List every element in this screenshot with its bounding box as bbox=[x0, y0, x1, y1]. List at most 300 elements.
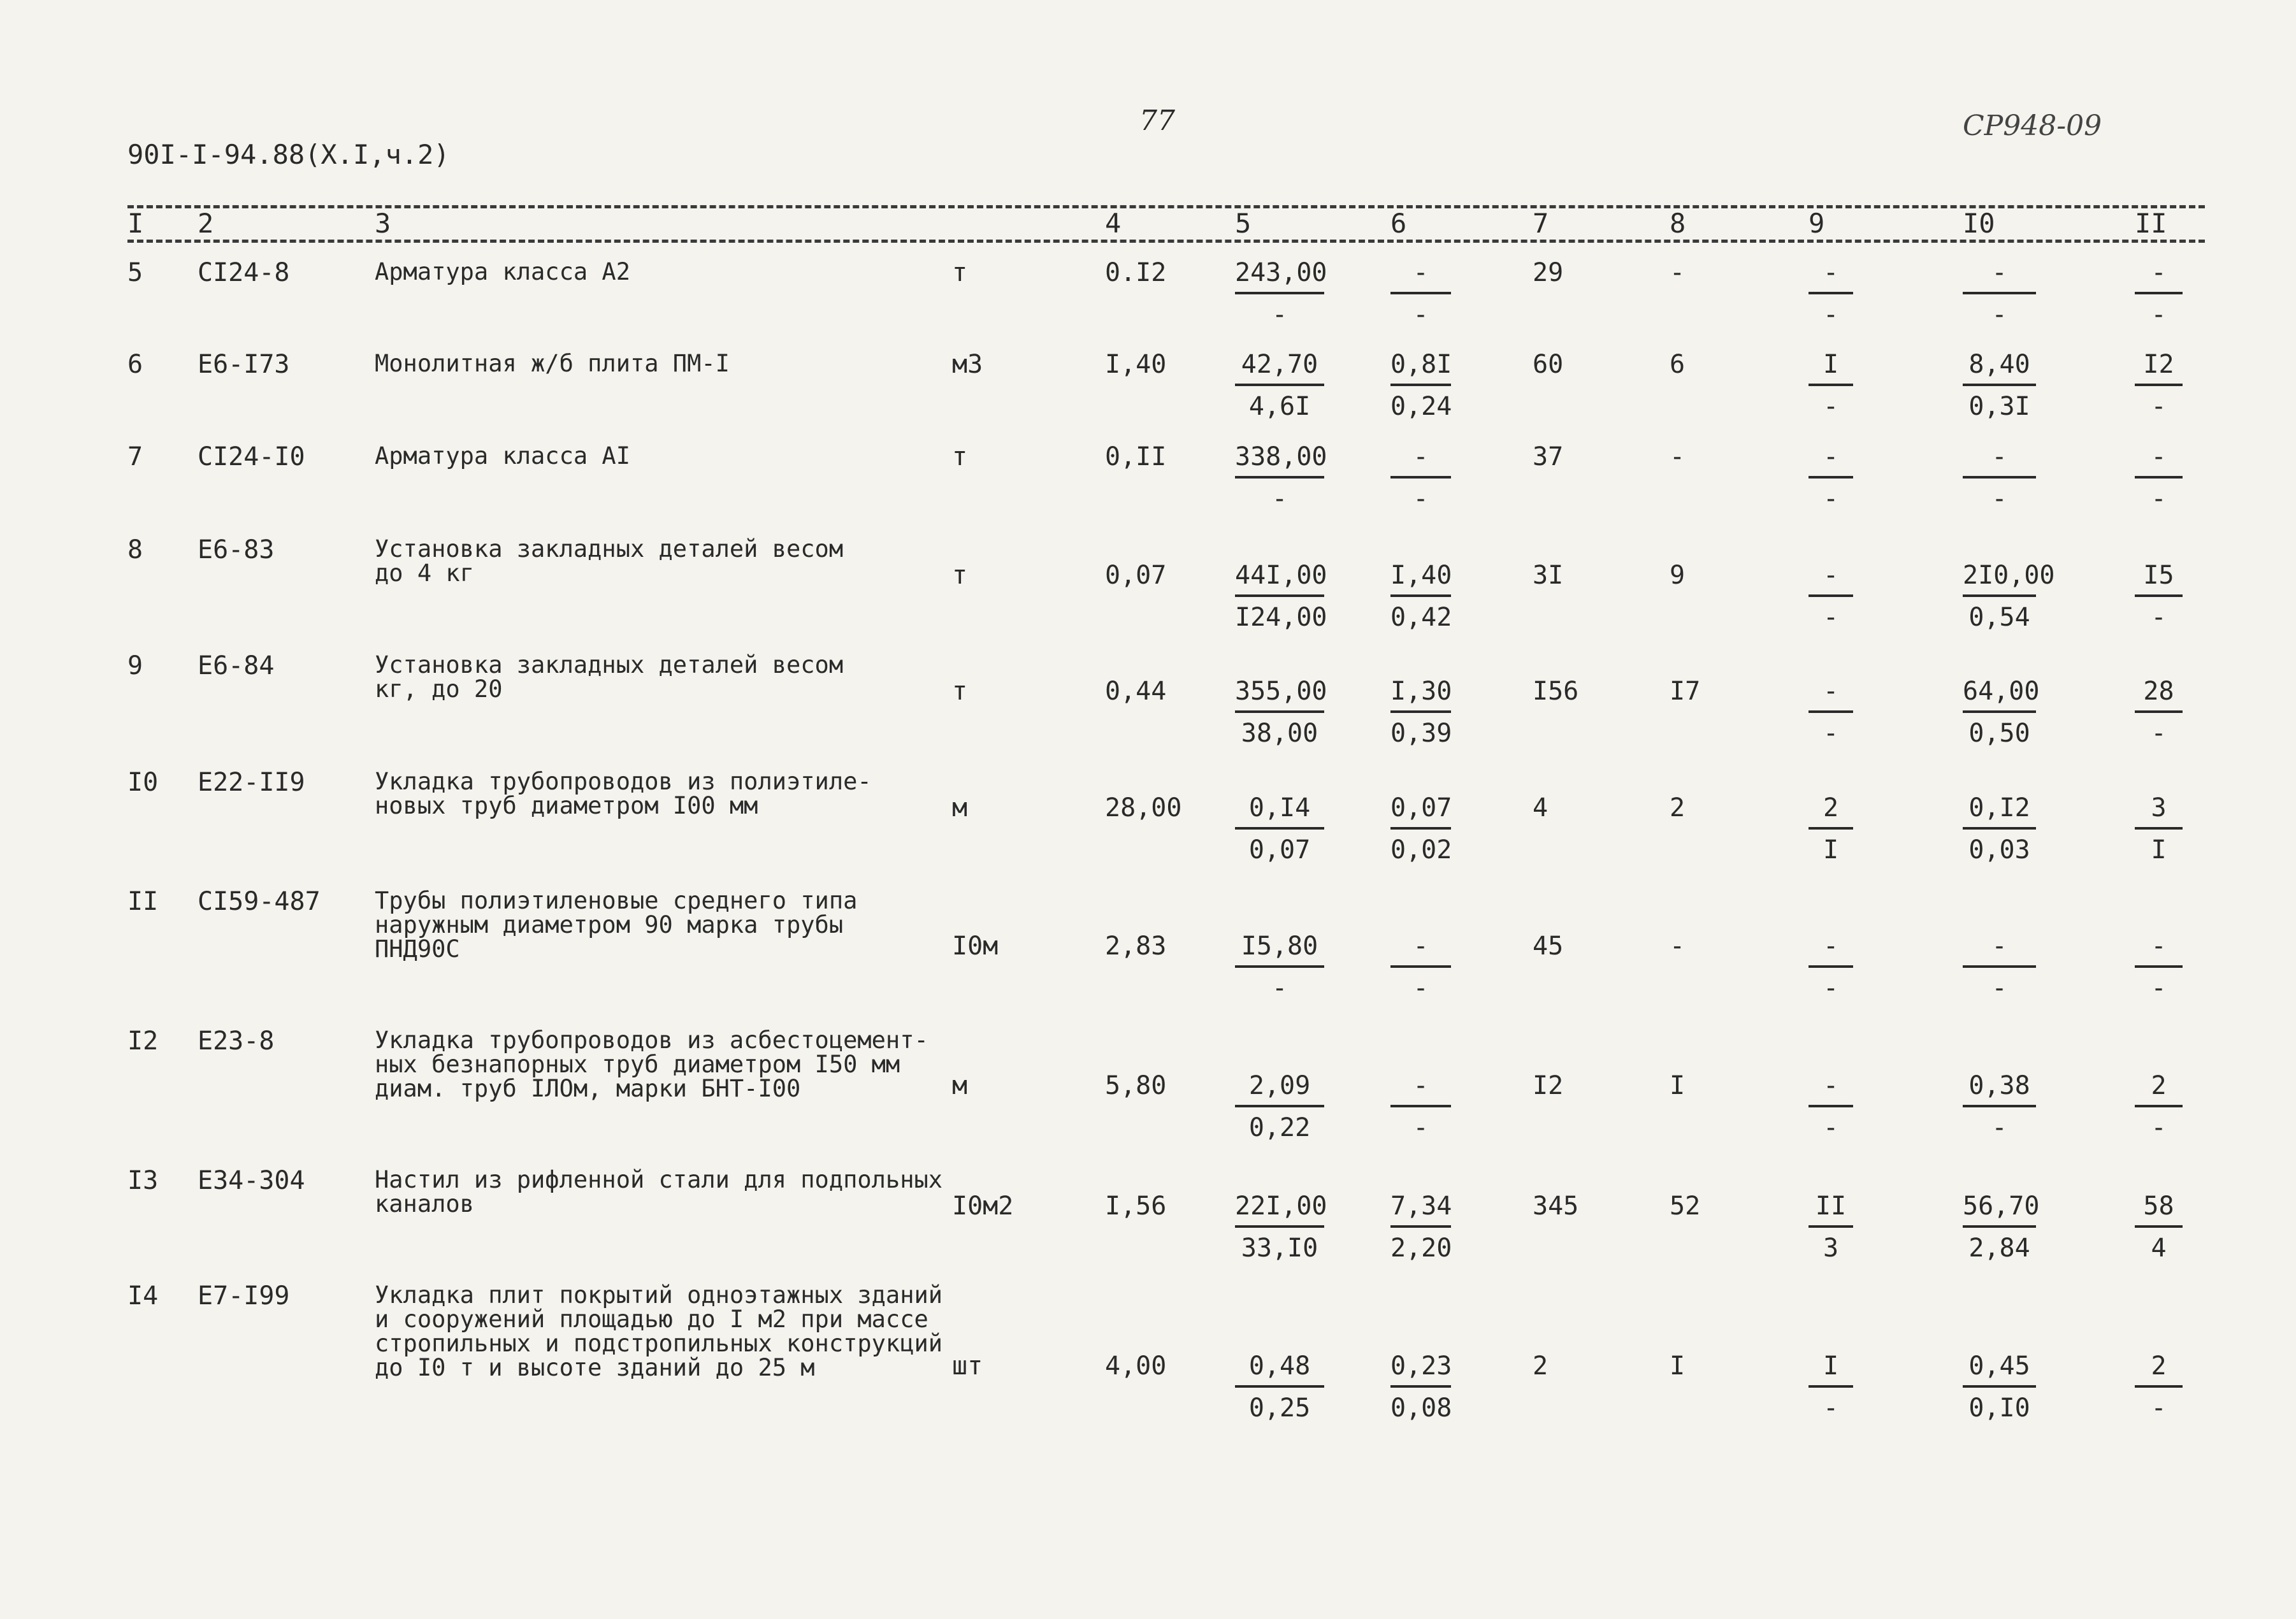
fraction-numerator: 58 bbox=[2143, 1191, 2174, 1221]
cost-fraction-c10 bbox=[1963, 1191, 2040, 1263]
value-c7: 37 bbox=[1533, 442, 1564, 471]
fraction-bar bbox=[1390, 292, 1451, 294]
column-header: II bbox=[2135, 208, 2167, 239]
table-header-rule bbox=[127, 240, 2205, 243]
fraction-denominator: - bbox=[2151, 719, 2167, 748]
fraction-bar bbox=[2135, 965, 2183, 968]
fraction-numerator: - bbox=[1823, 258, 1839, 287]
cost-fraction-c6 bbox=[1390, 1073, 1451, 1140]
cost-fraction-c5 bbox=[1235, 933, 1324, 1001]
fraction-numerator: - bbox=[1413, 1071, 1429, 1100]
fraction-denominator: 0,08 bbox=[1390, 1393, 1452, 1423]
fraction-numerator: 0,07 bbox=[1390, 793, 1452, 823]
fraction-denominator: I bbox=[1823, 835, 1839, 865]
fraction-denominator: - bbox=[1991, 974, 2007, 1003]
fraction-bar bbox=[1235, 1225, 1324, 1228]
fraction-denominator: 0,22 bbox=[1248, 1113, 1311, 1142]
fraction-denominator: 2,20 bbox=[1390, 1234, 1452, 1263]
fraction-numerator: - bbox=[2151, 442, 2167, 471]
fraction-denominator: 0,54 bbox=[1968, 603, 2030, 632]
row-unit: т bbox=[952, 677, 968, 706]
fraction-denominator: - bbox=[1823, 1113, 1839, 1142]
cost-fraction-c10 bbox=[1963, 444, 2036, 512]
fraction-bar bbox=[1809, 292, 1853, 294]
description-line: диам. труб IЛОм, марки БНТ-I00 bbox=[375, 1075, 801, 1102]
fraction-numerator: 0,8I bbox=[1390, 350, 1452, 379]
fraction-numerator: - bbox=[1823, 1071, 1839, 1100]
cost-fraction-c5 bbox=[1235, 1353, 1324, 1421]
row-number: 9 bbox=[127, 651, 143, 680]
fraction-denominator: - bbox=[1991, 1113, 2007, 1142]
fraction-bar bbox=[1390, 827, 1451, 830]
description-line: Укладка трубопроводов из полиэтиле- bbox=[375, 768, 872, 795]
fraction-numerator: 0,I4 bbox=[1248, 793, 1311, 823]
fraction-bar bbox=[2135, 827, 2183, 830]
cost-fraction-c9 bbox=[1809, 1193, 1853, 1261]
fraction-bar bbox=[1963, 384, 2036, 386]
row-number: I3 bbox=[127, 1166, 159, 1195]
cost-fraction-c5 bbox=[1235, 442, 1327, 514]
column-header: 2 bbox=[198, 208, 214, 239]
fraction-numerator: 3 bbox=[2151, 793, 2167, 823]
fraction-denominator: 0,03 bbox=[1968, 835, 2030, 865]
row-code: E6-84 bbox=[198, 651, 275, 680]
fraction-denominator: 38,00 bbox=[1241, 719, 1318, 748]
fraction-bar bbox=[1390, 1385, 1451, 1388]
fraction-bar bbox=[1963, 965, 2036, 968]
description-line: Настил из рифленной стали для подпольных bbox=[375, 1166, 943, 1193]
fraction-bar bbox=[1809, 1225, 1853, 1228]
row-number: 6 bbox=[127, 350, 143, 379]
fraction-bar bbox=[1809, 476, 1853, 479]
fraction-denominator: - bbox=[1271, 974, 1288, 1003]
fraction-bar bbox=[1963, 594, 2036, 597]
description-line: наружным диаметром 90 марка трубы bbox=[375, 911, 844, 939]
row-quantity: 0,07 bbox=[1105, 561, 1167, 590]
row-unit: т bbox=[952, 442, 968, 471]
fraction-bar bbox=[2135, 1105, 2183, 1107]
fraction-bar bbox=[1235, 1385, 1324, 1388]
description-line: Арматура класса АI bbox=[375, 442, 630, 470]
row-number: I2 bbox=[127, 1026, 159, 1056]
fraction-denominator: - bbox=[1413, 484, 1429, 514]
fraction-bar bbox=[2135, 476, 2183, 479]
cost-fraction-c9 bbox=[1809, 352, 1853, 419]
fraction-numerator: 2,09 bbox=[1248, 1071, 1311, 1100]
cost-fraction-c9 bbox=[1809, 679, 1853, 746]
description-line: Установка закладных деталей весом bbox=[375, 535, 844, 563]
cost-fraction-c6 bbox=[1390, 352, 1451, 419]
fraction-numerator: I5 bbox=[2143, 561, 2174, 590]
row-quantity: I,56 bbox=[1105, 1191, 1167, 1221]
fraction-bar bbox=[1963, 1105, 2036, 1107]
description-line: до I0 т и высоте зданий до 25 м bbox=[375, 1354, 815, 1381]
fraction-denominator: - bbox=[2151, 300, 2167, 329]
fraction-numerator: 44I,00 bbox=[1235, 561, 1327, 590]
fraction-bar bbox=[2135, 1225, 2183, 1228]
fraction-denominator: - bbox=[1413, 1113, 1429, 1142]
cost-fraction-c10 bbox=[1963, 352, 2036, 419]
fraction-bar bbox=[1809, 710, 1853, 713]
row-number: II bbox=[127, 887, 159, 916]
fraction-denominator: 0,42 bbox=[1390, 603, 1452, 632]
row-number: I4 bbox=[127, 1281, 159, 1311]
fraction-numerator: 2 bbox=[2151, 1351, 2167, 1381]
cost-fraction-c9 bbox=[1809, 563, 1853, 630]
fraction-numerator: 0,38 bbox=[1968, 1071, 2030, 1100]
fraction-denominator: I bbox=[2151, 835, 2167, 865]
fraction-bar bbox=[1809, 384, 1853, 386]
fraction-denominator: 33,I0 bbox=[1241, 1234, 1318, 1263]
fraction-denominator: 4 bbox=[2151, 1234, 2167, 1263]
fraction-bar bbox=[2135, 384, 2183, 386]
fraction-denominator: - bbox=[2151, 484, 2167, 514]
document-stamp: СР948-09 bbox=[1963, 110, 2102, 142]
value-c7: I2 bbox=[1533, 1071, 1564, 1100]
row-quantity: 0,44 bbox=[1105, 677, 1167, 706]
description-line: Трубы полиэтиленовые среднего типа bbox=[375, 887, 858, 914]
cost-fraction-c6 bbox=[1390, 563, 1451, 630]
fraction-denominator: - bbox=[1823, 974, 1839, 1003]
fraction-numerator: - bbox=[1823, 442, 1839, 471]
cost-fraction-c5 bbox=[1235, 1073, 1324, 1140]
column-header: I bbox=[127, 208, 144, 239]
value-c7: 29 bbox=[1533, 258, 1564, 287]
cost-fraction-c9 bbox=[1809, 1353, 1853, 1421]
row-description bbox=[375, 653, 843, 702]
fraction-numerator: 7,34 bbox=[1390, 1191, 1452, 1221]
cost-fraction-c6 bbox=[1390, 260, 1451, 327]
description-line: Укладка плит покрытий одноэтажных зданий bbox=[375, 1281, 943, 1309]
fraction-bar bbox=[1390, 594, 1451, 597]
row-code: E22-II9 bbox=[198, 768, 305, 797]
fraction-bar bbox=[1963, 1385, 2036, 1388]
fraction-bar bbox=[1390, 384, 1451, 386]
fraction-denominator: - bbox=[1271, 300, 1288, 329]
fraction-numerator: I,40 bbox=[1390, 561, 1452, 590]
description-line: Установка закладных деталей весом bbox=[375, 651, 844, 679]
fraction-denominator: - bbox=[1823, 484, 1839, 514]
fraction-denominator: - bbox=[1823, 719, 1839, 748]
fraction-denominator: - bbox=[1991, 484, 2007, 514]
fraction-bar bbox=[1809, 1385, 1853, 1388]
fraction-bar bbox=[2135, 594, 2183, 597]
value-c7: 2 bbox=[1533, 1351, 1549, 1381]
row-description bbox=[375, 537, 843, 586]
row-code: E23-8 bbox=[198, 1026, 275, 1056]
row-code: CI24-I0 bbox=[198, 442, 305, 471]
fraction-denominator: - bbox=[1823, 1393, 1839, 1423]
row-unit: шт bbox=[952, 1351, 983, 1381]
value-c8: 6 bbox=[1670, 350, 1686, 379]
fraction-denominator: - bbox=[1823, 392, 1839, 421]
value-c7: 4 bbox=[1533, 793, 1549, 823]
fraction-numerator: I,30 bbox=[1390, 677, 1452, 706]
fraction-bar bbox=[2135, 710, 2183, 713]
fraction-numerator: I bbox=[1823, 350, 1839, 379]
cost-fraction-c10 bbox=[1963, 933, 2036, 1001]
fraction-denominator: - bbox=[1823, 603, 1839, 632]
row-unit: м3 bbox=[952, 350, 983, 379]
row-description bbox=[375, 889, 857, 961]
cost-fraction-c10 bbox=[1963, 1353, 2036, 1421]
column-header: I0 bbox=[1963, 208, 1995, 239]
column-header: 3 bbox=[375, 208, 391, 239]
fraction-bar bbox=[1390, 476, 1451, 479]
cost-fraction-c6 bbox=[1390, 1193, 1451, 1261]
cost-fraction-c10 bbox=[1963, 260, 2036, 327]
cost-fraction-c6 bbox=[1390, 444, 1451, 512]
cost-fraction-c10 bbox=[1963, 795, 2036, 863]
fraction-denominator: - bbox=[1413, 974, 1429, 1003]
fraction-bar bbox=[1390, 710, 1451, 713]
fraction-numerator: II bbox=[1815, 1191, 1847, 1221]
fraction-numerator: 56,70 bbox=[1963, 1191, 2040, 1221]
cost-fraction-c9 bbox=[1809, 795, 1853, 863]
row-unit: м bbox=[952, 1071, 968, 1100]
row-description bbox=[375, 1028, 928, 1101]
description-line: Монолитная ж/б плита ПМ-I bbox=[375, 350, 730, 377]
fraction-numerator: 28 bbox=[2143, 677, 2174, 706]
fraction-bar bbox=[1963, 1225, 2036, 1228]
cost-fraction-c11 bbox=[2135, 795, 2183, 863]
table-top-rule bbox=[127, 205, 2205, 208]
cost-fraction-c6 bbox=[1390, 679, 1451, 746]
cost-fraction-c5 bbox=[1235, 795, 1324, 863]
row-quantity: 4,00 bbox=[1105, 1351, 1167, 1381]
row-unit: I0м bbox=[952, 932, 999, 961]
fraction-denominator: 0,07 bbox=[1248, 835, 1311, 865]
cost-fraction-c6 bbox=[1390, 1353, 1451, 1421]
row-description bbox=[375, 260, 630, 284]
cost-fraction-c11 bbox=[2135, 352, 2183, 419]
description-line: стропильных и подстропильных конструкций bbox=[375, 1330, 943, 1357]
fraction-numerator: - bbox=[1991, 258, 2007, 287]
fraction-bar bbox=[1235, 710, 1324, 713]
fraction-denominator: 0,25 bbox=[1248, 1393, 1311, 1423]
fraction-numerator: 243,00 bbox=[1235, 258, 1327, 287]
fraction-denominator: 0,02 bbox=[1390, 835, 1452, 865]
fraction-bar bbox=[1235, 476, 1324, 479]
fraction-denominator: - bbox=[2151, 603, 2167, 632]
fraction-bar bbox=[1235, 384, 1324, 386]
fraction-numerator: - bbox=[2151, 258, 2167, 287]
fraction-bar bbox=[1390, 1105, 1451, 1107]
fraction-denominator: I24,00 bbox=[1235, 603, 1327, 632]
cost-fraction-c11 bbox=[2135, 1353, 2183, 1421]
row-code: E6-83 bbox=[198, 535, 275, 565]
fraction-bar bbox=[1963, 476, 2036, 479]
fraction-numerator: - bbox=[1413, 442, 1429, 471]
fraction-numerator: 8,40 bbox=[1968, 350, 2030, 379]
cost-fraction-c6 bbox=[1390, 933, 1451, 1001]
description-line: до 4 кг bbox=[375, 559, 474, 587]
row-number: 7 bbox=[127, 442, 143, 471]
row-description bbox=[375, 1168, 942, 1216]
fraction-numerator: - bbox=[1823, 561, 1839, 590]
value-c7: 345 bbox=[1533, 1191, 1579, 1221]
cost-fraction-c9 bbox=[1809, 444, 1853, 512]
row-description bbox=[375, 444, 630, 468]
page-number: 77 bbox=[1139, 104, 1175, 137]
column-header: 9 bbox=[1809, 208, 1825, 239]
doc-code: 90I-I-94.88(X.I,ч.2) bbox=[127, 139, 450, 170]
fraction-denominator: 0,24 bbox=[1390, 392, 1452, 421]
fraction-denominator: - bbox=[2151, 392, 2167, 421]
row-code: E6-I73 bbox=[198, 350, 290, 379]
cost-fraction-c5 bbox=[1235, 1191, 1327, 1263]
fraction-bar bbox=[1963, 292, 2036, 294]
value-c8: 9 bbox=[1670, 561, 1686, 590]
value-c8: - bbox=[1670, 442, 1686, 471]
fraction-numerator: - bbox=[1413, 258, 1429, 287]
value-c8: I bbox=[1670, 1071, 1686, 1100]
fraction-numerator: - bbox=[1823, 932, 1839, 961]
description-line: ПНД90С bbox=[375, 935, 460, 963]
value-c8: I7 bbox=[1670, 677, 1701, 706]
row-code: E34-304 bbox=[198, 1166, 305, 1195]
fraction-bar bbox=[1235, 965, 1324, 968]
value-c7: 45 bbox=[1533, 932, 1564, 961]
fraction-bar bbox=[1809, 827, 1853, 830]
fraction-denominator: 0,3I bbox=[1968, 392, 2030, 421]
cost-fraction-c11 bbox=[2135, 1193, 2183, 1261]
fraction-numerator: 42,70 bbox=[1241, 350, 1318, 379]
fraction-numerator: - bbox=[1823, 677, 1839, 706]
value-c7: 60 bbox=[1533, 350, 1564, 379]
cost-fraction-c11 bbox=[2135, 933, 2183, 1001]
row-quantity: 28,00 bbox=[1105, 793, 1182, 823]
value-c8: - bbox=[1670, 258, 1686, 287]
fraction-denominator: 0,50 bbox=[1968, 719, 2030, 748]
description-line: каналов bbox=[375, 1190, 474, 1218]
row-quantity: 2,83 bbox=[1105, 932, 1167, 961]
fraction-numerator: - bbox=[1413, 932, 1429, 961]
fraction-denominator: 4,6I bbox=[1248, 392, 1311, 421]
cost-fraction-c11 bbox=[2135, 563, 2183, 630]
fraction-numerator: 2 bbox=[2151, 1071, 2167, 1100]
fraction-denominator: - bbox=[2151, 1113, 2167, 1142]
fraction-numerator: 355,00 bbox=[1235, 677, 1327, 706]
description-line: ных безнапорных труб диаметром I50 мм bbox=[375, 1051, 900, 1078]
cost-fraction-c5 bbox=[1235, 677, 1327, 748]
fraction-numerator: I5,80 bbox=[1241, 932, 1318, 961]
fraction-numerator: 338,00 bbox=[1235, 442, 1327, 471]
fraction-bar bbox=[1235, 594, 1324, 597]
column-header: 5 bbox=[1235, 208, 1252, 239]
fraction-bar bbox=[1235, 292, 1324, 294]
fraction-bar bbox=[1963, 827, 2036, 830]
fraction-numerator: I bbox=[1823, 1351, 1839, 1381]
fraction-bar bbox=[1809, 594, 1853, 597]
cost-fraction-c9 bbox=[1809, 1073, 1853, 1140]
fraction-numerator: 0,23 bbox=[1390, 1351, 1452, 1381]
description-line: Укладка трубопроводов из асбестоцемент- bbox=[375, 1026, 928, 1054]
fraction-denominator: 3 bbox=[1823, 1234, 1839, 1263]
row-quantity: 0,II bbox=[1105, 442, 1167, 471]
value-c8: I bbox=[1670, 1351, 1686, 1381]
cost-fraction-c10 bbox=[1963, 1073, 2036, 1140]
row-description bbox=[375, 1283, 942, 1380]
cost-fraction-c5 bbox=[1235, 352, 1324, 419]
fraction-denominator: - bbox=[1413, 300, 1429, 329]
row-quantity: 0.I2 bbox=[1105, 258, 1167, 287]
cost-fraction-c6 bbox=[1390, 795, 1451, 863]
fraction-bar bbox=[1809, 1105, 1853, 1107]
fraction-bar bbox=[1235, 827, 1324, 830]
fraction-numerator: 0,48 bbox=[1248, 1351, 1311, 1381]
column-header: 7 bbox=[1533, 208, 1549, 239]
fraction-numerator: 22I,00 bbox=[1235, 1191, 1327, 1221]
cost-fraction-c11 bbox=[2135, 444, 2183, 512]
column-header: 4 bbox=[1105, 208, 1122, 239]
column-header: 6 bbox=[1390, 208, 1407, 239]
fraction-bar bbox=[1390, 1225, 1451, 1228]
fraction-numerator: 0,I2 bbox=[1968, 793, 2030, 823]
row-unit: м bbox=[952, 793, 968, 823]
row-unit: т bbox=[952, 561, 968, 590]
row-number: I0 bbox=[127, 768, 159, 797]
fraction-denominator: 0,I0 bbox=[1968, 1393, 2030, 1423]
value-c7: I56 bbox=[1533, 677, 1579, 706]
row-number: 8 bbox=[127, 535, 143, 565]
value-c8: 52 bbox=[1670, 1191, 1701, 1221]
row-code: E7-I99 bbox=[198, 1281, 290, 1311]
value-c8: - bbox=[1670, 932, 1686, 961]
column-header: 8 bbox=[1670, 208, 1686, 239]
row-quantity: I,40 bbox=[1105, 350, 1167, 379]
fraction-bar bbox=[1390, 965, 1451, 968]
fraction-denominator: 0,39 bbox=[1390, 719, 1452, 748]
fraction-denominator: - bbox=[2151, 974, 2167, 1003]
row-number: 5 bbox=[127, 258, 143, 287]
row-unit: I0м2 bbox=[952, 1191, 1014, 1221]
fraction-denominator: 2,84 bbox=[1968, 1234, 2030, 1263]
value-c8: 2 bbox=[1670, 793, 1686, 823]
fraction-numerator: - bbox=[2151, 932, 2167, 961]
description-line: новых труб диаметром I00 мм bbox=[375, 792, 758, 819]
fraction-numerator: 0,45 bbox=[1968, 1351, 2030, 1381]
cost-fraction-c11 bbox=[2135, 1073, 2183, 1140]
fraction-bar bbox=[1809, 965, 1853, 968]
fraction-bar bbox=[1963, 710, 2036, 713]
row-code: CI59-487 bbox=[198, 887, 321, 916]
row-quantity: 5,80 bbox=[1105, 1071, 1167, 1100]
cost-fraction-c9 bbox=[1809, 260, 1853, 327]
fraction-numerator: I2 bbox=[2143, 350, 2174, 379]
row-description bbox=[375, 352, 730, 376]
cost-fraction-c5 bbox=[1235, 561, 1327, 632]
description-line: и сооружений площадью до I м2 при массе bbox=[375, 1306, 928, 1333]
row-code: CI24-8 bbox=[198, 258, 290, 287]
fraction-numerator: 2 bbox=[1823, 793, 1839, 823]
cost-fraction-c10 bbox=[1963, 677, 2040, 748]
cost-fraction-c5 bbox=[1235, 258, 1327, 329]
description-line: Арматура класса А2 bbox=[375, 258, 630, 285]
fraction-bar bbox=[1235, 1105, 1324, 1107]
cost-fraction-c10 bbox=[1963, 561, 2055, 632]
description-line: кг, до 20 bbox=[375, 675, 503, 703]
row-description bbox=[375, 770, 872, 818]
fraction-denominator: - bbox=[1991, 300, 2007, 329]
fraction-bar bbox=[2135, 1385, 2183, 1388]
fraction-numerator: - bbox=[1991, 932, 2007, 961]
fraction-numerator: 64,00 bbox=[1963, 677, 2040, 706]
fraction-denominator: - bbox=[1823, 300, 1839, 329]
fraction-bar bbox=[2135, 292, 2183, 294]
row-unit: т bbox=[952, 258, 968, 287]
cost-fraction-c9 bbox=[1809, 933, 1853, 1001]
